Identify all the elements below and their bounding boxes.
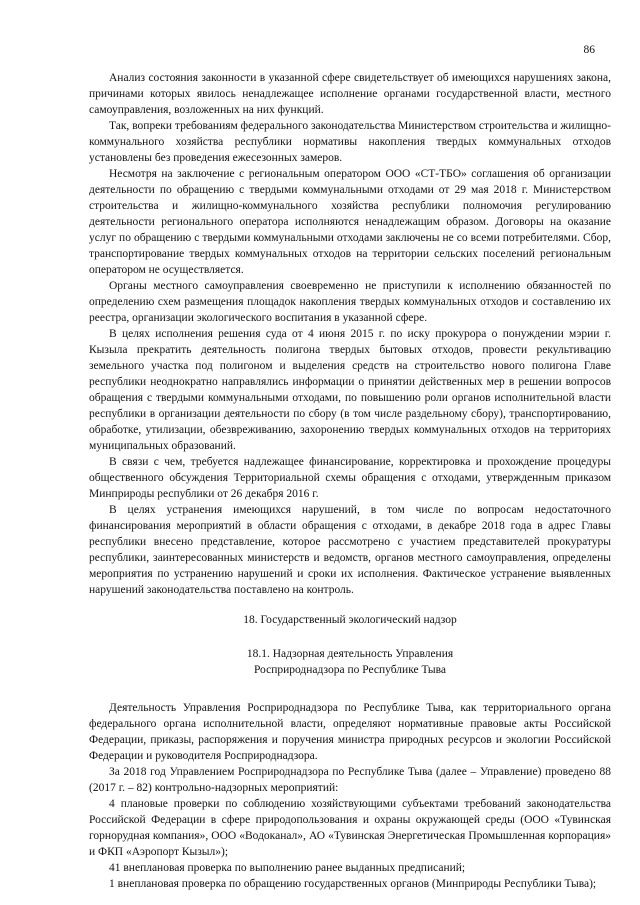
paragraph: 41 внеплановая проверка по выполнению ранее выданных предписаний; bbox=[109, 862, 466, 874]
paragraph: За 2018 год Управлением Росприроднадзора по Республике Тыва (далее – Управление) проведено 88 (2017 г. – 82) контрольно-надзорных мероприятий: bbox=[89, 766, 611, 794]
paragraph: Деятельность Управления Росприроднадзора по Республике Тыва, как территориального органа федерального органа исполнительной власти, определяют нормативные правовые акты Российской Федерации, приказы, распоряжения и поручения министра природных ресурсов и экологии Российской Федерации и руководителя Росприроднадзора. bbox=[89, 702, 611, 762]
paragraph: В целях исполнения решения суда от 4 июня 2015 г. по иску прокурора о понуждении мэрии г. Кызыла прекратить деятельность полигона твердых бытовых отходов, провести рекультивацию земельного участка под полигоном и выделения средств на строительство нового полигона Главе республики неоднократно направлялись информации о принятии действенных мер в решении вопросов обращения с твердыми коммунальными отходами, по повышению роли органов исполнительной власти республики в организации деятельности по сбору (в том числе раздельному сбору), транспортированию, обработке, утилизации, обезвреживанию, захоронению твердых коммунальных отходов на территориях муниципальных образований. bbox=[89, 328, 611, 452]
subsection-heading: 18.1. Надзорная деятельность Управления bbox=[246, 648, 454, 660]
paragraph: В целях устранения имеющихся нарушений, в том числе по вопросам недостаточного финансирования мероприятий в области обращения с отходами, в декабре 2018 года в адрес Главы республики внесено представление, которое рассмотрено с участием представителей прокуратуры республики, заинтересованных министерств и ведомств, органов местного самоуправления, определены мероприятия по устранению нарушений и сроки их исполнения. Фактическое устранение выявленных нарушений законодательства поставлено на контроль. bbox=[89, 504, 611, 596]
subsection-heading-continued: Росприроднадзора по Республике Тыва bbox=[253, 664, 447, 676]
paragraph: Анализ состояния законности в указанной сфере свидетельствует об имеющихся нарушениях закона, причинами которых явилось ненадлежащее исполнение органами государственной власти, местного самоуправления, возложенных на них функций. bbox=[89, 72, 611, 116]
page-number: 86 bbox=[583, 44, 595, 56]
paragraph: Несмотря на заключение с региональным оператором ООО «СТ-ТБО» соглашения об организации деятельности по обращению с твердыми коммунальными отходами от 29 мая 2018 г. Министерством строительства и жилищно-коммунального хозяйства республики полномочия регулированию деятельности регионального оператора исполняются ненадлежащим образом. Договоры на оказание услуг по обращению с твердыми коммунальными отходами заключены не со всеми потребителями. Сбор, транспортирование твердых коммунальных отходов на территории сельских поселений региональным оператором не осуществляется. bbox=[89, 168, 611, 276]
section-heading: 18. Государственный экологический надзор bbox=[243, 614, 457, 626]
document-body bbox=[89, 70, 611, 892]
paragraph: 1 внеплановая проверка по обращению государственных органов (Минприроды Республики Тыва); bbox=[109, 878, 597, 890]
paragraph: 4 плановые проверки по соблюдению хозяйствующими субъектами требований законодательства Российской Федерации в сфере природопользования и охраны окружающей среды (ООО «Тувинская горнорудная компания», ООО «Водоканал», АО «Тувинская Энергетическая Промышленная корпорация» и ФКП «Аэропорт Кызыл»); bbox=[89, 798, 611, 858]
paragraph: Так, вопреки требованиям федерального законодательства Министерством строительства и жилищно-коммунального хозяйства республики нормативы накопления твердых коммунальных отходов установлены без проведения ежесезонных замеров. bbox=[89, 120, 611, 164]
paragraph: Органы местного самоуправления своевременно не приступили к исполнению обязанностей по определению схем размещения площадок накопления твердых коммунальных отходов и составлению их реестра, организации экологического воспитания в указанной сфере. bbox=[89, 280, 611, 324]
paragraph: В связи с чем, требуется надлежащее финансирование, корректировка и прохождение процедуры общественного обсуждения Территориальной схемы обращения с отходами, утвержденным приказом Минприроды республики от 26 декабря 2016 г. bbox=[89, 456, 611, 500]
